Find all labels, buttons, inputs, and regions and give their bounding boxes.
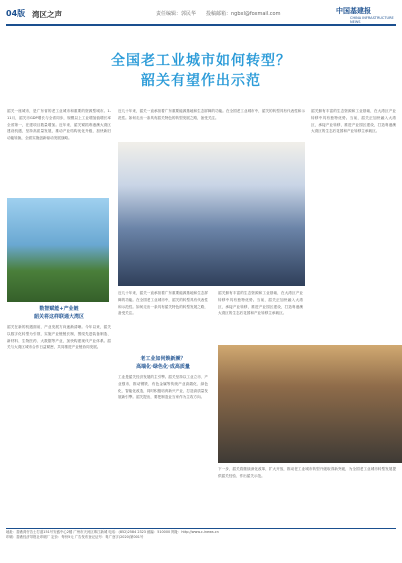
city-photo [118, 142, 305, 286]
headline-line2: 韶关有望作出示范 [141, 73, 261, 89]
footer-line1: 地址：香港湾仔告士打道151号安盛中心2楼 广州市天河区珠江新城 电话：(852)2584 2323 邮编：510000 网址：http://www.c-inews.cn [6, 530, 219, 534]
page-header [6, 6, 396, 24]
article-col-far-right: 韶关拥有丰富的生态资源和工业基础，在大湾区产业转移中具有独特优势。当前，韶关正加快融入大湾区，承接产业转移，推进产业园区建设，打造粤港澳大湾区的生态后花园和产业转移主承载区。 [311, 109, 396, 134]
footer-rule [6, 528, 396, 529]
article-col-left-bottom: 韶关在新的机遇面前，产业发展方向逐渐清晰。今年以来，韶关以数字化转型为引领，实施产业链链长制，围绕先进装备制造、新材料、生物医药、大数据等产业，加快构建现代产业体系。韶关与大湾区城市合作日益紧密，共同推进产业链协同发展。 [7, 325, 111, 350]
header-rule [6, 24, 396, 26]
submission-email: 投稿邮箱：ngbxl@foxmail.com [206, 11, 281, 17]
article-col-left-top: 韶关一座城市，是广东省的老工业城市和重要的资源型城市。1-11月，韶关市GDP增长与全省同步，规模以上工业增加值增长率全省第一，在建项目数量增加。近年来，韶关紧抓粤港澳大湾区建设机遇，坚持高质量发展，推动产业结构优化升级，加快新旧动能转换，全面实施创新驱动发展战略。 [7, 109, 111, 141]
newspaper-logo: 中国基建报 [336, 7, 371, 15]
factory-photo [218, 345, 402, 463]
article-col-mid-top: 近几十年来，韶关一直承担着广东重要能源基地和生态屏障的功能。在全国老工业城市中，韶关的转型具有代表性和示范性。如何走出一条具有韶关特色的转型发展之路，备受关注。 [118, 109, 305, 120]
article-col-right-bottom: 下一步，韶关将继续深化改革，扩大开放，推动老工业城市转型升级取得新突破，为全国老工业城市转型发展提供韶关经验、作出韶关示范。 [218, 467, 396, 478]
newspaper-logo-sub: CHINA INFRASTRUCTURE NEWS [350, 16, 394, 24]
article-col-mid-bottom: 工业是韶关经济发展的主引擎。韶关坚持以工业立市、产业强市，推动钢铁、有色金属等传统产业高端化、绿色化、智能化改造，同时积极培育新兴产业，打造高质量发展新引擎。韶关提出，要把制造业当家作为主攻方向。 [118, 375, 208, 400]
headline-line1: 全国老工业城市如何转型？ [111, 53, 291, 69]
page-footer [6, 530, 396, 540]
editor-credit: 责任编辑：郭民华 [156, 11, 197, 17]
article-col-right-a: 韶关拥有丰富的生态资源和工业基础，在大湾区产业转移中具有独特优势。当前，韶关正加快融入大湾区，承接产业转移，推进产业园区建设，打造粤港澳大湾区的生态后花园和产业转移主承载区。 [218, 291, 303, 316]
page-label: 04版 [6, 9, 26, 18]
section-name: 湾区之声 [32, 10, 62, 19]
subheading-mid: 老工业如何焕新颜？ 高端化·绿色化·成高质量 [136, 356, 190, 370]
article-col-mid-a: 近几十年来，韶关一直承担着广东重要能源基地和生态屏障的功能。在全国老工业城市中，韶关的转型具有代表性和示范性。如何走出一条具有韶关特色的转型发展之路，备受关注。 [118, 291, 208, 316]
footer-line2: 印刷：香港经济导报社印刷厂 定价：每份5元 广告发布登记证号：粤广登字(2020)第001号 [6, 535, 144, 540]
photo-side [7, 198, 109, 302]
subheading-left: 数智赋能+产业链 韶关将这样联通大湾区 [33, 306, 84, 320]
